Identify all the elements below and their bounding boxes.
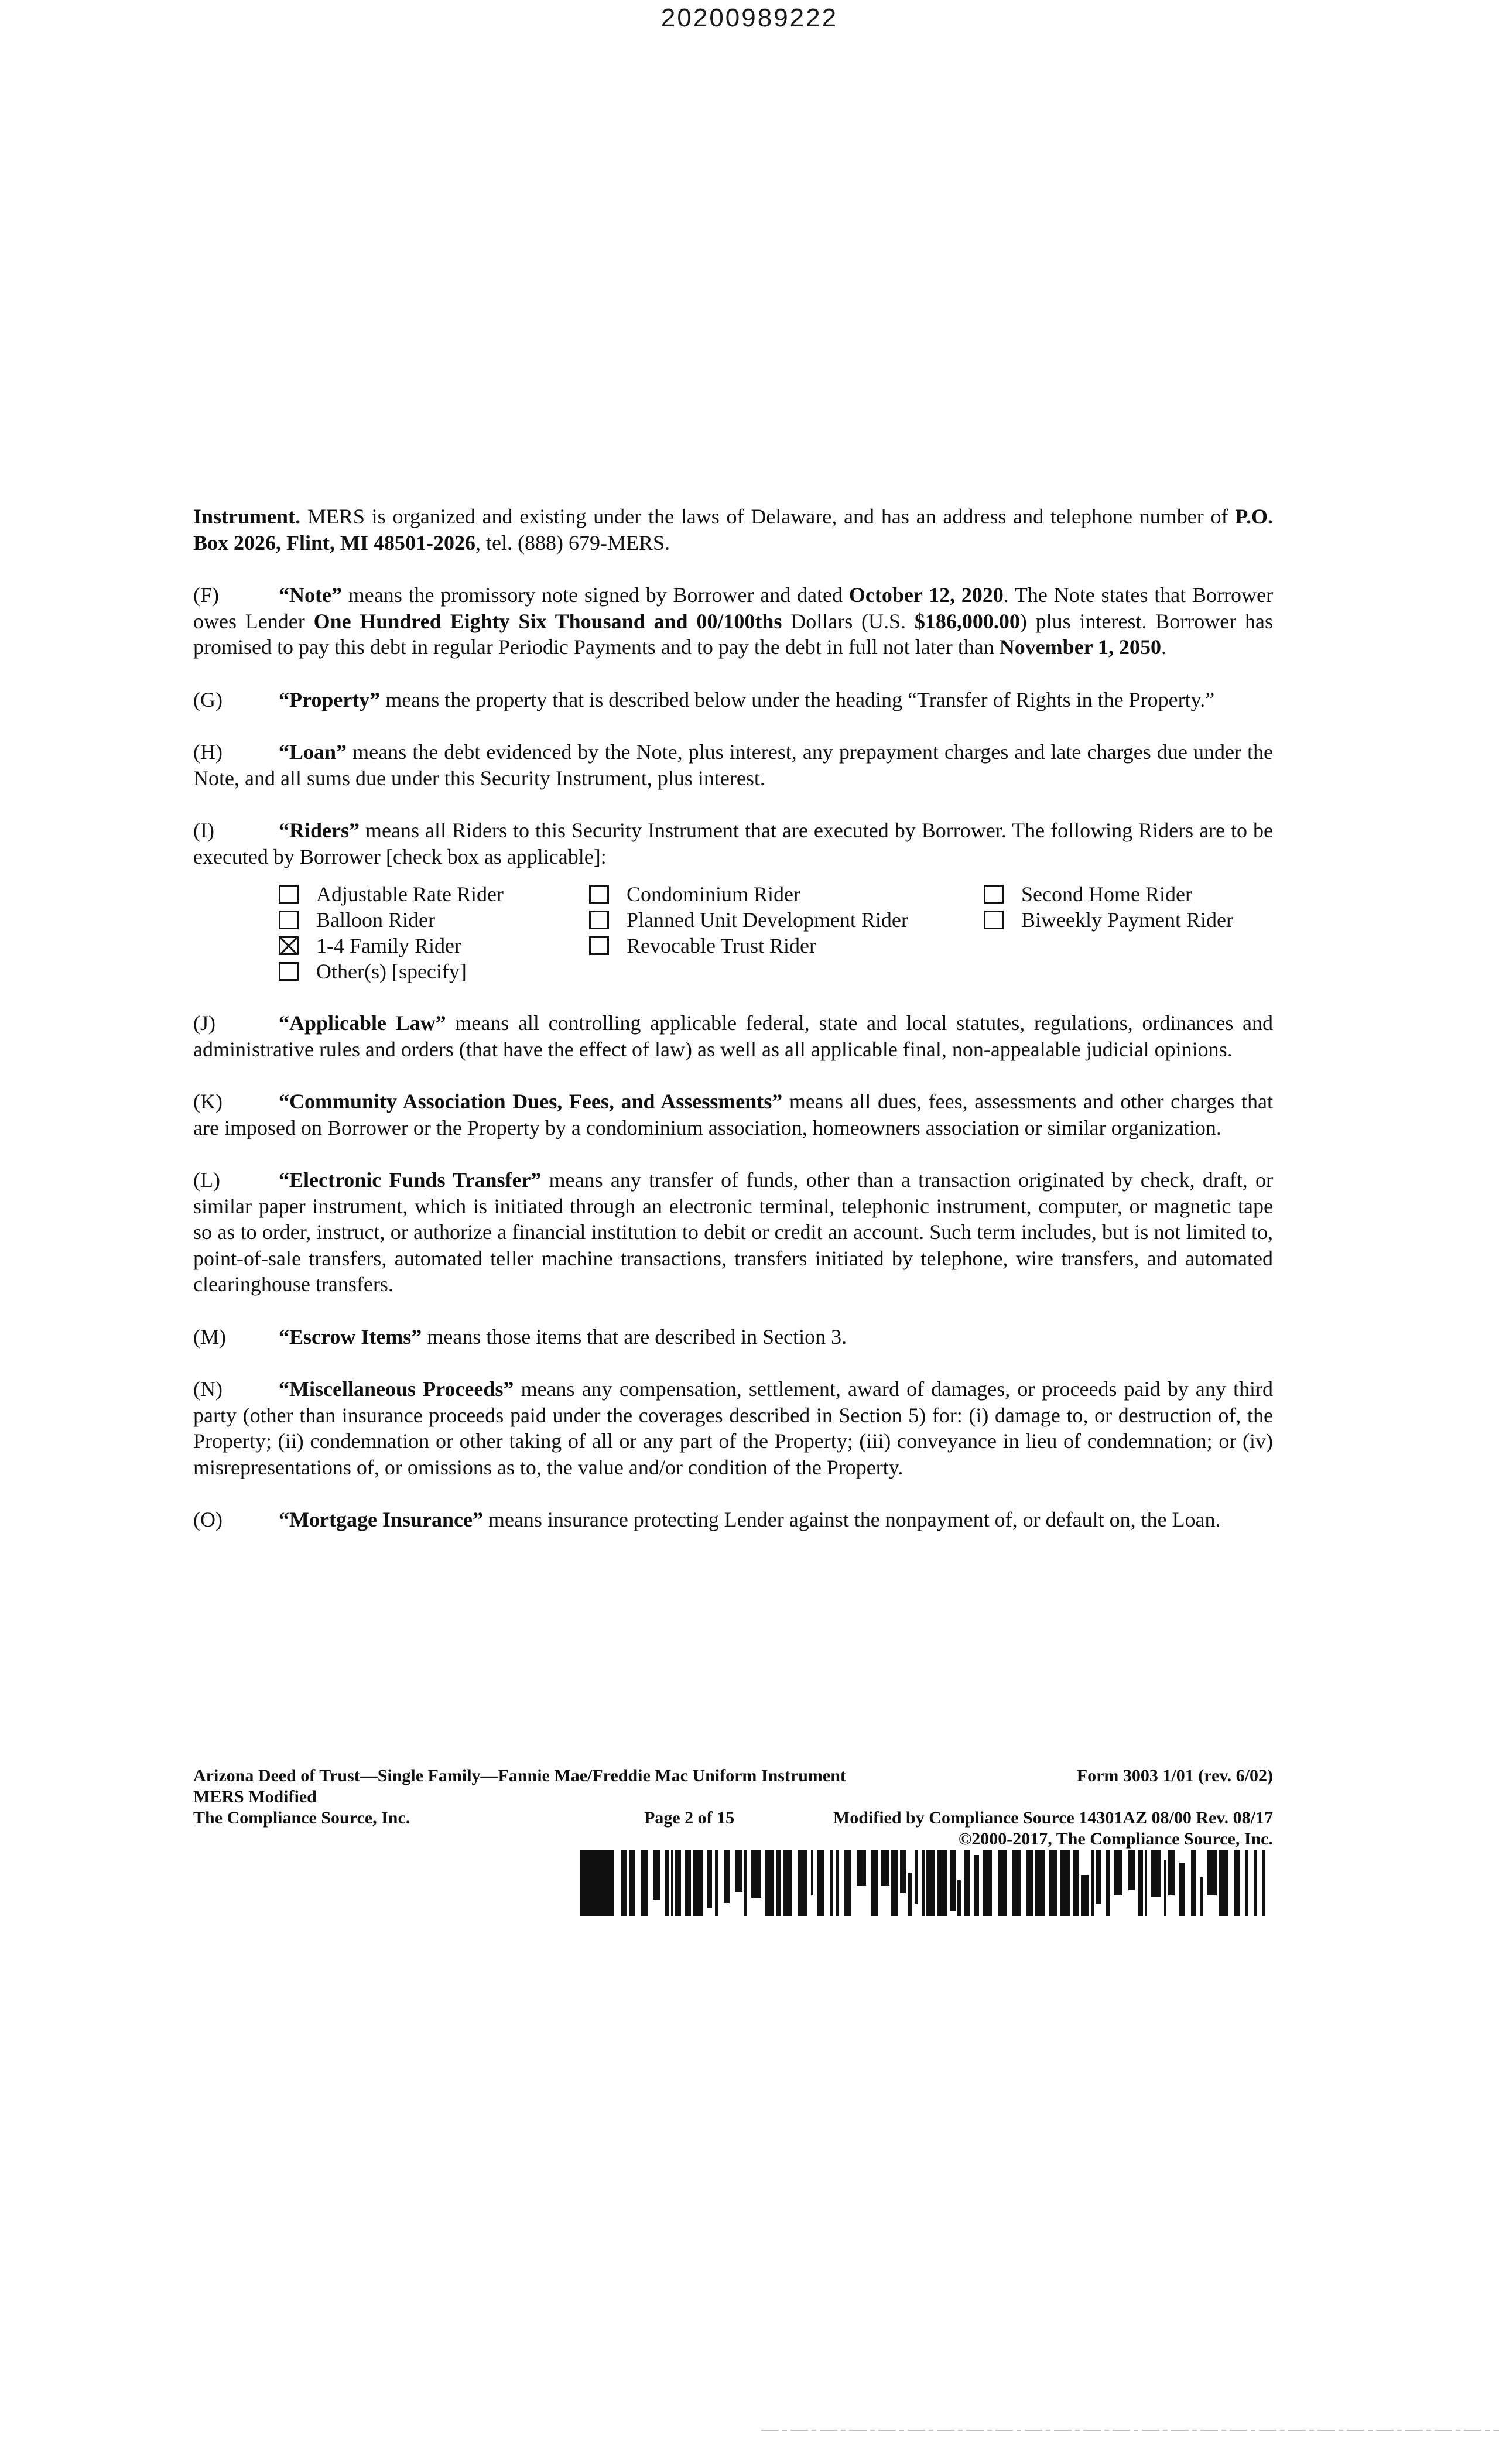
barcode-bar (1035, 1850, 1045, 1916)
barcode-bar (871, 1850, 878, 1916)
barcode-bar (1073, 1850, 1079, 1916)
term: “Escrow Items” (279, 1325, 422, 1349)
rider-condominium[interactable] (589, 881, 800, 908)
rider-revocable-trust[interactable] (589, 933, 816, 959)
term: “Note” (279, 583, 342, 607)
barcode-bar (1164, 1860, 1166, 1916)
rider-label: 1-4 Family Rider (316, 934, 461, 957)
text: means all Riders to this Security Instrument that are executed by Borrower. The following Riders are to be executed by Borrower [check box as applicable]: (193, 819, 1273, 868)
barcode-bar (881, 1850, 889, 1886)
barcode-bar (1234, 1850, 1240, 1916)
barcode-bar (675, 1850, 681, 1916)
checkbox[interactable] (589, 936, 609, 955)
rider-1-4-family[interactable] (279, 933, 461, 959)
term: “Property” (279, 687, 381, 711)
paragraph-i-riders (193, 817, 1273, 870)
barcode-bar (671, 1850, 673, 1916)
paragraph-j-applicable-law (193, 1010, 1273, 1062)
barcode-bar (1245, 1850, 1248, 1916)
mers-address: P.O. Box 2026, Flint, MI 48501-2026 (193, 505, 1273, 555)
barcode-bar (891, 1850, 898, 1916)
barcode-bar (908, 1873, 912, 1916)
text: MERS is organized and existing under the laws of Delaware, and has an address and telephone number of (300, 505, 1236, 528)
checkbox[interactable] (279, 885, 299, 904)
section-label: (G) (193, 687, 223, 711)
barcode-bar (1207, 1850, 1217, 1895)
footer-row-2 (193, 1787, 1273, 1808)
section-label: (O) (193, 1508, 223, 1531)
bottom-rule (761, 2430, 1499, 2431)
barcode-bar (685, 1850, 691, 1916)
barcode-bar (926, 1850, 935, 1916)
barcode-bar (900, 1850, 906, 1893)
footer-row-3 (193, 1808, 1273, 1829)
barcode-bar (744, 1850, 747, 1916)
section-label: (N) (193, 1377, 223, 1401)
document-body (193, 504, 1273, 1559)
barcode-bar (641, 1850, 648, 1916)
barcode-bar (950, 1850, 956, 1911)
section-label: (L) (193, 1168, 220, 1192)
barcode-bar (580, 1850, 614, 1916)
text: Dollars (U.S. (782, 609, 915, 633)
paragraph-k-community-association (193, 1089, 1273, 1141)
rider-label: Adjustable Rate Rider (316, 882, 504, 906)
barcode-bar (1096, 1850, 1101, 1904)
barcode-bar (715, 1850, 718, 1916)
rider-adjustable-rate[interactable] (279, 881, 504, 908)
page-number: Page 2 of 15 (644, 1808, 735, 1828)
barcode-bar (798, 1850, 807, 1916)
text: means all controlling applicable federal, state and local statutes, regulations, ordinances and administrative rules and orders (that have the effect of law) as well as all applicable final, non-appealable judicial opinions. (193, 1011, 1273, 1061)
checkbox[interactable] (279, 962, 299, 981)
section-label: (J) (193, 1011, 215, 1035)
section-label: (K) (193, 1090, 223, 1113)
paragraph-e-continued (193, 504, 1273, 556)
checkbox[interactable] (984, 885, 1004, 904)
barcode-bar (783, 1850, 792, 1916)
barcode-bar (735, 1850, 742, 1892)
rider-label: Other(s) [specify] (316, 960, 467, 983)
barcode-bar (1026, 1850, 1033, 1916)
text: means the promissory note signed by Borrower and dated (341, 583, 849, 607)
barcode-bar (922, 1850, 925, 1916)
term: “Riders” (279, 819, 360, 842)
copyright: ©2000-2017, The Compliance Source, Inc. (958, 1829, 1273, 1849)
page-footer (193, 1765, 1273, 1850)
paragraph-f-note (193, 582, 1273, 661)
barcode-bar (621, 1850, 627, 1916)
barcode-image (580, 1850, 1271, 1916)
section-label: (I) (193, 819, 214, 842)
rider-balloon[interactable] (279, 907, 435, 933)
barcode-bar (1012, 1850, 1021, 1916)
barcode-bar (1179, 1863, 1185, 1916)
checkbox[interactable] (279, 911, 299, 929)
section-label: (F) (193, 583, 219, 607)
barcode-bar (957, 1880, 961, 1916)
rider-label: Condominium Rider (627, 882, 800, 906)
barcode-bar (693, 1850, 703, 1916)
barcode-bar (915, 1850, 918, 1904)
barcode-bar (937, 1850, 947, 1916)
text: ) plus interest. Borrower has promised to pay this debt in regular Periodic Payments and to pay the debt in full not later than (193, 609, 1274, 659)
term: “Electronic Funds Transfer” (279, 1168, 542, 1192)
paragraph-h-loan (193, 739, 1273, 791)
barcode-bar (836, 1850, 839, 1916)
barcode-bar (1091, 1850, 1094, 1916)
text: , tel. (888) 679-MERS. (475, 531, 670, 555)
riders-checkbox-grid (193, 881, 1273, 984)
barcode-bar (1145, 1850, 1147, 1916)
barcode-bar (776, 1850, 781, 1916)
barcode-bar (974, 1855, 979, 1916)
mers-modified: MERS Modified (193, 1787, 317, 1806)
barcode-bar (1200, 1877, 1203, 1916)
section-label: (M) (193, 1325, 226, 1349)
checkbox[interactable] (589, 911, 609, 929)
barcode-bar (724, 1850, 730, 1903)
text: . (1161, 635, 1166, 659)
rider-biweekly-payment[interactable] (984, 907, 1233, 933)
barcode-bar (1049, 1850, 1057, 1916)
barcode-bar (1106, 1850, 1110, 1916)
barcode-bar (1262, 1850, 1265, 1916)
checkbox-checked[interactable] (279, 936, 299, 955)
barcode-bar (998, 1850, 1007, 1916)
barcode-bar (1138, 1850, 1143, 1916)
text: means those items that are described in Section 3. (422, 1325, 847, 1349)
rider-label: Second Home Rider (1021, 882, 1192, 906)
rider-label: Planned Unit Development Rider (627, 908, 908, 932)
paragraph-o-mortgage-insurance (193, 1507, 1273, 1533)
rider-planned-unit-development[interactable] (589, 907, 908, 933)
maturity-date: November 1, 2050 (999, 635, 1161, 659)
text: means all dues, fees, assessments and other charges that are imposed on Borrower or the Property by a condominium association, homeowners association or similar organization. (193, 1090, 1273, 1139)
barcode-bar (665, 1850, 669, 1916)
paragraph-n-miscellaneous-proceeds (193, 1376, 1273, 1480)
barcode-bar (707, 1850, 712, 1908)
paragraph-g-property (193, 687, 1273, 713)
paragraph-m-escrow-items (193, 1324, 1273, 1350)
barcode-bar (983, 1850, 992, 1916)
barcode-bar (629, 1850, 635, 1916)
barcode-bar (964, 1850, 970, 1916)
checkbox[interactable] (589, 885, 609, 904)
barcode-bar (751, 1850, 761, 1898)
form-title: Arizona Deed of Trust—Single Family—Fannie Mae/Freddie Mac Uniform Instrument (193, 1766, 846, 1785)
rider-label: Revocable Trust Rider (627, 934, 816, 957)
text: means any compensation, settlement, award of damages, or proceeds paid by any third party (other than insurance proceeds paid under the coverages described in Section 5) for: (i) damage to, or destruction of, the Property; (ii) condemnation or other taking of all or any part of the Property; (iii) conveyance in lieu of condemnation; or (iv) misrepresentations of, or omissions as to, the value and/or condition of the Property. (193, 1377, 1273, 1479)
barcode-bar (1168, 1850, 1175, 1895)
text: means insurance protecting Lender against the nonpayment of, or default on, the Loan. (482, 1508, 1221, 1531)
note-date: October 12, 2020 (848, 583, 1004, 607)
barcode-bar (1254, 1850, 1257, 1916)
form-number: Form 3003 1/01 (rev. 6/02) (1076, 1766, 1273, 1785)
term: “Community Association Dues, Fees, and Assessments” (279, 1090, 783, 1113)
barcode-bar (1128, 1850, 1135, 1890)
barcode-bar (1219, 1850, 1228, 1916)
rider-other[interactable] (279, 959, 467, 985)
text: means any transfer of funds, other than a transaction originated by check, draft, or similar paper instrument, which is initiated through an electronic terminal, telephonic instrument, computer, or magnetic tape so as to order, instruct, or authorize a financial institution to debit or credit an account. Such term includes, but is not limited to, point-of-sale transfers, automated teller machine transactions, transfers initiated by telephone, wire transfers, and automated clearinghouse transfers. (193, 1168, 1273, 1296)
loan-amount: $186,000.00 (914, 609, 1020, 633)
term-instrument: Instrument. (193, 505, 301, 528)
footer-row-1 (193, 1765, 1273, 1787)
rider-second-home[interactable] (984, 881, 1192, 908)
document-number: 20200989222 (660, 4, 839, 32)
section-label: (H) (193, 740, 223, 764)
company-name: The Compliance Source, Inc. (193, 1808, 410, 1828)
term: “Applicable Law” (279, 1011, 446, 1035)
footer-row-4 (193, 1829, 1273, 1850)
modified-note: Modified by Compliance Source 14301AZ 08/00 Rev. 08/17 (833, 1808, 1273, 1828)
barcode-bar (844, 1850, 851, 1916)
text: . The Note states that Borrower owes Lender (193, 583, 1274, 633)
barcode-bar (1151, 1850, 1161, 1897)
term: “Mortgage Insurance” (279, 1508, 483, 1531)
barcode-bar (653, 1850, 660, 1900)
barcode-bar (817, 1850, 824, 1916)
loan-amount-words: One Hundred Eighty Six Thousand and 00/100ths (313, 609, 782, 633)
rider-label: Biweekly Payment Rider (1021, 908, 1233, 932)
rider-label: Balloon Rider (316, 908, 435, 932)
term: “Miscellaneous Proceeds” (279, 1377, 514, 1401)
paragraph-l-electronic-funds (193, 1167, 1273, 1298)
barcode-bar (1191, 1850, 1196, 1916)
text: means the debt evidenced by the Note, plus interest, any prepayment charges and late charges due under the Note, and all sums due under this Security Instrument, plus interest. (193, 740, 1273, 790)
term: “Loan” (279, 740, 347, 764)
barcode-bar (1114, 1850, 1122, 1895)
checkbox[interactable] (984, 911, 1004, 929)
barcode-bar (1081, 1875, 1089, 1916)
barcode-bar (811, 1850, 813, 1895)
barcode-bar (765, 1850, 774, 1916)
barcode-bar (857, 1850, 866, 1886)
text: means the property that is described below under the heading “Transfer of Rights in the Property.” (380, 687, 1215, 711)
barcode-bar (1060, 1850, 1070, 1916)
barcode-bar (830, 1850, 833, 1916)
